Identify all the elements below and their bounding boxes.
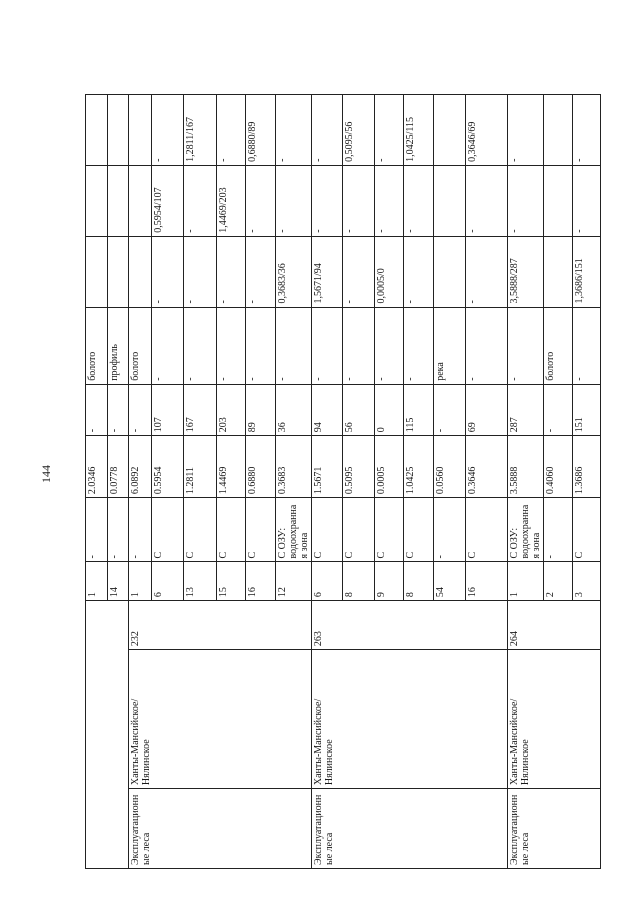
table-row bbox=[86, 95, 108, 869]
cell-pl: 1.2811 bbox=[184, 436, 217, 498]
cell-kat: - bbox=[129, 498, 152, 562]
cell-c10: - bbox=[573, 95, 601, 166]
cell-c8 bbox=[544, 236, 573, 307]
cell-c8: 1,5671/94 bbox=[312, 236, 343, 307]
cell-vid: река bbox=[434, 307, 466, 384]
table-row bbox=[508, 95, 544, 869]
cell-c9: - bbox=[276, 165, 312, 236]
cell-pl: 0.4060 bbox=[544, 436, 573, 498]
cell-c9: - bbox=[573, 165, 601, 236]
cell-kat: - bbox=[108, 498, 129, 562]
cell-pl: 0.3683 bbox=[276, 436, 312, 498]
cell-p1: - bbox=[86, 384, 108, 436]
header-blank-cell bbox=[86, 601, 129, 869]
cell-pl: 0.3646 bbox=[466, 436, 508, 498]
cell-p1: 107 bbox=[152, 384, 184, 436]
cell-pl: 6.0892 bbox=[129, 436, 152, 498]
cell-nom: 16 bbox=[246, 562, 276, 601]
cell-kat: С bbox=[573, 498, 601, 562]
cell-kat: - bbox=[544, 498, 573, 562]
cell-p1: 0 bbox=[375, 384, 404, 436]
cell-kat: С bbox=[184, 498, 217, 562]
cell-vid: профиль bbox=[108, 307, 129, 384]
cell-nom: 16 bbox=[466, 562, 508, 601]
cell-c10: 0,6880/89 bbox=[246, 95, 276, 166]
rotated-table-container bbox=[85, 94, 585, 869]
cell-c9 bbox=[434, 165, 466, 236]
cell-c9: - bbox=[246, 165, 276, 236]
cell-vid: - bbox=[404, 307, 434, 384]
cell-c10: 0,3646/69 bbox=[466, 95, 508, 166]
cell-nom: 12 bbox=[276, 562, 312, 601]
cell-vid: - bbox=[152, 307, 184, 384]
cell-vid: - bbox=[375, 307, 404, 384]
cell-c9 bbox=[544, 165, 573, 236]
cell-pl: 0.5954 bbox=[152, 436, 184, 498]
cell-vid: - bbox=[466, 307, 508, 384]
cell-c9: 0,5954/107 bbox=[152, 165, 184, 236]
cell-c10: - bbox=[312, 95, 343, 166]
cell-kat: С bbox=[375, 498, 404, 562]
cell-c10 bbox=[86, 95, 108, 166]
cell-c9: - bbox=[184, 165, 217, 236]
cell-p1: 56 bbox=[343, 384, 375, 436]
cell-kat: С bbox=[343, 498, 375, 562]
cell-c8 bbox=[434, 236, 466, 307]
cell-pl: 1.0425 bbox=[404, 436, 434, 498]
cell-c8: 3,5888/287 bbox=[508, 236, 544, 307]
quarter-cell: 264 bbox=[508, 601, 601, 650]
cell-p1: 69 bbox=[466, 384, 508, 436]
cell-c8: - bbox=[217, 236, 246, 307]
cell-kat: С bbox=[152, 498, 184, 562]
cell-p1: 203 bbox=[217, 384, 246, 436]
cell-c10: - bbox=[375, 95, 404, 166]
cell-nom: 1 bbox=[129, 562, 152, 601]
forestry-cell: Ханты-Мансийское/Нялинское bbox=[312, 650, 508, 789]
cell-vid: болото bbox=[86, 307, 108, 384]
cell-p1: 89 bbox=[246, 384, 276, 436]
cell-p1: 94 bbox=[312, 384, 343, 436]
cell-kat: С bbox=[312, 498, 343, 562]
cell-c9: - bbox=[375, 165, 404, 236]
cell-c10 bbox=[544, 95, 573, 166]
cell-p1: 115 bbox=[404, 384, 434, 436]
forestry-cell: Ханты-Мансийское/Нялинское bbox=[508, 650, 601, 789]
cell-vid: болото bbox=[544, 307, 573, 384]
cell-c10: - bbox=[276, 95, 312, 166]
cell-c9: 1,4469/203 bbox=[217, 165, 246, 236]
cell-c9: - bbox=[466, 165, 508, 236]
cell-kat: С bbox=[217, 498, 246, 562]
cell-c8: 0,3683/36 bbox=[276, 236, 312, 307]
cell-c10 bbox=[108, 95, 129, 166]
cell-c10: 1,0425/115 bbox=[404, 95, 434, 166]
cell-nom: 1 bbox=[508, 562, 544, 601]
cell-kat: С ОЗУ: водоохранная зона bbox=[508, 498, 544, 562]
cell-p1: - bbox=[544, 384, 573, 436]
cell-c8 bbox=[108, 236, 129, 307]
cell-nom: 2 bbox=[544, 562, 573, 601]
cell-c8: - bbox=[466, 236, 508, 307]
cell-c8: - bbox=[184, 236, 217, 307]
cell-nom: 1 bbox=[86, 562, 108, 601]
cell-p1: 287 bbox=[508, 384, 544, 436]
cell-p1: 167 bbox=[184, 384, 217, 436]
cell-nom: 3 bbox=[573, 562, 601, 601]
cell-nom: 6 bbox=[312, 562, 343, 601]
cell-p1: 36 bbox=[276, 384, 312, 436]
cell-p1: 151 bbox=[573, 384, 601, 436]
cell-pl: 0.0778 bbox=[108, 436, 129, 498]
cell-vid: - bbox=[184, 307, 217, 384]
cell-c9: - bbox=[343, 165, 375, 236]
cell-c8: 1,3686/151 bbox=[573, 236, 601, 307]
cell-c10: - bbox=[152, 95, 184, 166]
cell-c9 bbox=[108, 165, 129, 236]
cell-c8 bbox=[86, 236, 108, 307]
cell-kat: С bbox=[404, 498, 434, 562]
cell-c8: - bbox=[152, 236, 184, 307]
cell-pl: 1.3686 bbox=[573, 436, 601, 498]
cell-kat: С ОЗУ: водоохранная зона bbox=[276, 498, 312, 562]
cell-p1: - bbox=[129, 384, 152, 436]
forestry-cell: Ханты-Мансийское/Нялинское bbox=[129, 650, 312, 789]
quarter-cell: 232 bbox=[129, 601, 312, 650]
cell-kat: С bbox=[246, 498, 276, 562]
category-cell: Эксплуатационн ые леса bbox=[508, 789, 601, 869]
cell-c9: - bbox=[312, 165, 343, 236]
category-cell: Эксплуатационн ые леса bbox=[129, 789, 312, 869]
cell-pl: 2.0346 bbox=[86, 436, 108, 498]
table-row bbox=[312, 95, 343, 869]
cell-c9 bbox=[129, 165, 152, 236]
cell-vid: болото bbox=[129, 307, 152, 384]
cell-kat: - bbox=[434, 498, 466, 562]
cell-vid: - bbox=[343, 307, 375, 384]
category-cell: Эксплуатационн ые леса bbox=[312, 789, 508, 869]
cell-vid: - bbox=[573, 307, 601, 384]
cell-c8: - bbox=[343, 236, 375, 307]
page-number: 144 bbox=[39, 465, 53, 483]
cell-kat: С bbox=[466, 498, 508, 562]
forest-plots-table bbox=[85, 94, 601, 869]
cell-vid: - bbox=[217, 307, 246, 384]
cell-nom: 15 bbox=[217, 562, 246, 601]
cell-c10: 0,5095/56 bbox=[343, 95, 375, 166]
cell-c8: 0,0005/0 bbox=[375, 236, 404, 307]
table-row bbox=[129, 95, 152, 869]
cell-pl: 1.4469 bbox=[217, 436, 246, 498]
cell-c10 bbox=[434, 95, 466, 166]
cell-c8: - bbox=[404, 236, 434, 307]
cell-pl: 0.0005 bbox=[375, 436, 404, 498]
cell-nom: 6 bbox=[152, 562, 184, 601]
cell-pl: 1.5671 bbox=[312, 436, 343, 498]
cell-nom: 14 bbox=[108, 562, 129, 601]
cell-vid: - bbox=[508, 307, 544, 384]
cell-nom: 13 bbox=[184, 562, 217, 601]
cell-c9 bbox=[86, 165, 108, 236]
cell-c10 bbox=[129, 95, 152, 166]
cell-c8: - bbox=[246, 236, 276, 307]
cell-p1: - bbox=[434, 384, 466, 436]
cell-c10: - bbox=[508, 95, 544, 166]
cell-pl: 0.5095 bbox=[343, 436, 375, 498]
cell-pl: 3.5888 bbox=[508, 436, 544, 498]
cell-c10: 1,2811/167 bbox=[184, 95, 217, 166]
cell-c9: - bbox=[404, 165, 434, 236]
cell-nom: 9 bbox=[375, 562, 404, 601]
cell-nom: 54 bbox=[434, 562, 466, 601]
cell-vid: - bbox=[246, 307, 276, 384]
cell-c8 bbox=[129, 236, 152, 307]
cell-pl: 0.0560 bbox=[434, 436, 466, 498]
quarter-cell: 263 bbox=[312, 601, 508, 650]
cell-vid: - bbox=[276, 307, 312, 384]
cell-p1: - bbox=[108, 384, 129, 436]
cell-nom: 8 bbox=[343, 562, 375, 601]
cell-c10: - bbox=[217, 95, 246, 166]
table-area bbox=[85, 94, 585, 869]
cell-nom: 8 bbox=[404, 562, 434, 601]
cell-pl: 0.6880 bbox=[246, 436, 276, 498]
cell-kat: - bbox=[86, 498, 108, 562]
cell-c9: - bbox=[508, 165, 544, 236]
cell-vid: - bbox=[312, 307, 343, 384]
